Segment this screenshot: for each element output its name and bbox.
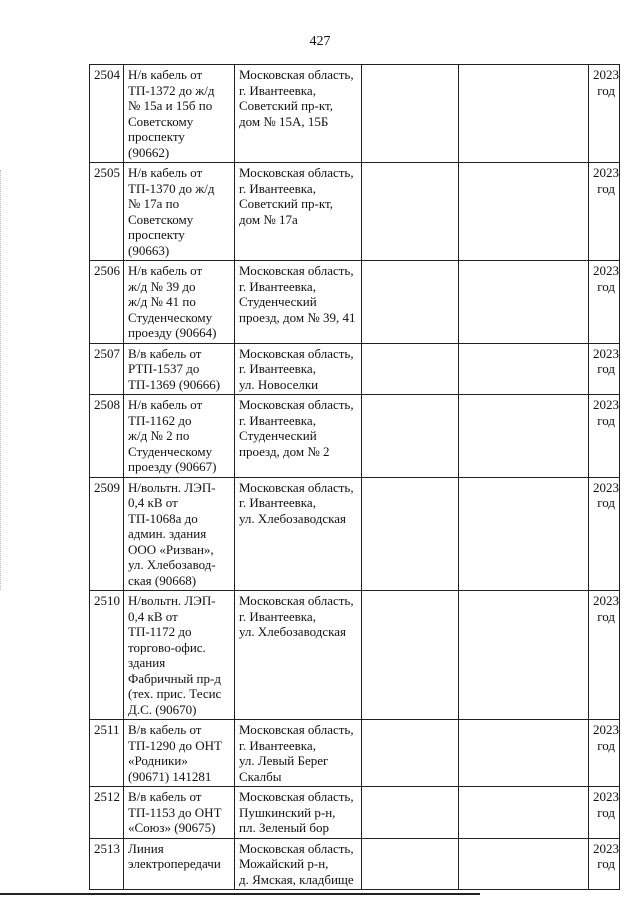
object-name-line: «Родники» [128,753,188,768]
object-name-cell [124,343,235,395]
year-line: год [597,804,615,820]
object-name-line: Студенческому [128,309,213,325]
year-line: год [597,361,615,376]
address-line: г. Ивантеевка, [239,608,316,624]
table-row [90,838,620,890]
object-name-line: проспекту [128,129,185,144]
year-line: 2023 [593,479,619,495]
object-name-line: проезду (90667) [128,459,217,474]
year-line: 2023 [593,789,619,804]
row-number-cell [90,838,124,890]
year-line: год [597,180,615,196]
empty-cell [459,163,589,261]
row-number-cell [90,395,124,478]
table-row [90,477,620,591]
address-line: ул. Хлебозаводская [239,624,347,639]
address-cell [235,343,362,395]
empty-cell [459,65,589,163]
object-name-line: ТП-1370 до ж/д [128,180,215,196]
address-line: Московская область, [239,397,354,412]
object-name-line: ТП-1369 (90666) [128,376,221,392]
year-line: год [597,737,615,753]
object-name-cell [124,163,235,261]
object-name-line: ТП-1172 до [128,624,192,639]
empty-cell [459,838,589,890]
object-name-line: Н/в кабель от [128,263,203,278]
table-row [90,591,620,720]
object-name-line: РТП-1537 до [128,361,200,376]
object-name-line: В/в кабель от [128,345,202,361]
row-number-cell [90,477,124,591]
year-cell [589,163,620,261]
year-cell [589,720,620,787]
object-name-line: проезду (90664) [128,325,217,340]
object-name-line: ТП-1372 до ж/д [128,82,215,98]
row-number-cell [90,163,124,261]
year-cell [589,395,620,478]
address-line: Московская область, [239,593,354,608]
address-cell [235,65,362,163]
empty-cell [362,591,459,720]
address-cell [235,395,362,478]
object-name-line: ж/д № 2 по [128,428,190,443]
row-number-cell [90,787,124,839]
object-name-line: ж/д № 41 по [128,294,196,309]
object-name-line: № 17а по [128,196,180,211]
row-number: 2510 [94,593,120,608]
empty-cell [362,720,459,787]
address-line: д. Ямская, кладбище [239,871,354,887]
empty-cell [362,261,459,344]
empty-cell [459,787,589,839]
address-line: Можайский р-н, [239,856,329,871]
empty-cell [362,477,459,591]
row-number: 2511 [94,722,120,737]
address-cell [235,477,362,591]
address-line: Студенческий [239,294,317,309]
object-name-line: 0,4 кВ от [128,495,178,510]
row-number-cell [90,591,124,720]
bottom-rule [0,893,480,895]
empty-cell [362,787,459,839]
address-line: Московская область, [239,722,354,737]
address-cell [235,163,362,261]
row-number: 2505 [94,165,120,180]
registry-table [89,64,620,890]
object-name-line: 0,4 кВ от [128,608,178,624]
year-cell [589,591,620,720]
object-name-cell [124,65,235,163]
year-cell [589,477,620,591]
address-cell [235,261,362,344]
year-line: год [597,856,615,871]
address-line: Московская область, [239,840,354,856]
year-line: год [597,608,615,624]
address-cell [235,838,362,890]
table-row [90,163,620,261]
row-number: 2509 [94,479,120,495]
address-line: г. Ивантеевка, [239,737,316,753]
object-name-line: ТП-1290 до ОНТ [128,737,222,753]
address-line: дом № 15А, 15Б [239,113,329,129]
object-name-line: ТП-1153 до ОНТ [128,804,222,820]
address-line: дом № 17а [239,211,298,227]
address-line: Пушкинский р-н, [239,804,336,820]
object-name-line: ООО «Ризван», [128,541,214,557]
address-line: г. Ивантеевка, [239,412,316,428]
address-line: ул. Левый Берег [239,753,329,768]
object-name-line: ж/д № 39 до [128,278,196,294]
object-name-line: ТП-1068а до [128,510,198,526]
year-line: 2023 [593,165,619,180]
row-number-cell [90,720,124,787]
object-name-line: «Союз» (90675) [128,820,216,835]
year-line: 2023 [593,722,619,737]
object-name-cell [124,787,235,839]
object-name-line: электропередачи [128,856,221,871]
address-cell [235,591,362,720]
empty-cell [459,591,589,720]
address-cell [235,787,362,839]
year-line: 2023 [593,67,619,82]
year-cell [589,65,620,163]
object-name-line: админ. здания [128,526,207,541]
address-line: проезд, дом № 39, 41 [239,309,356,325]
address-line: Московская область, [239,165,354,180]
address-line: Московская область, [239,345,354,361]
object-name-line: Советскому [128,211,194,227]
object-name-line: Н/в кабель от [128,397,203,412]
address-line: Московская область, [239,789,354,804]
object-name-line: здания [128,655,166,670]
address-line: г. Ивантеевка, [239,82,316,98]
empty-cell [362,395,459,478]
empty-cell [459,395,589,478]
year-cell [589,838,620,890]
object-name-line: торгово-офис. [128,639,206,655]
row-number: 2513 [94,840,120,856]
row-number-cell [90,343,124,395]
object-name-line: № 15а и 15б по [128,98,213,113]
year-line: 2023 [593,345,619,361]
address-line: г. Ивантеевка, [239,180,316,196]
year-cell [589,787,620,839]
page-number: 427 [309,34,331,49]
table-row [90,395,620,478]
empty-cell [459,720,589,787]
address-line: ул. Новоселки [239,376,319,392]
object-name-cell [124,477,235,591]
year-cell [589,343,620,395]
empty-cell [362,343,459,395]
row-number: 2504 [94,67,120,82]
empty-cell [459,477,589,591]
address-line: г. Ивантеевка, [239,495,316,510]
empty-cell [459,343,589,395]
registry-table-body [90,65,620,890]
object-name-line: (90663) [128,242,170,258]
object-name-cell [124,261,235,344]
address-line: ул. Хлебозаводская [239,510,347,526]
table-row [90,720,620,787]
address-line: Московская область, [239,67,354,82]
row-number-cell [90,65,124,163]
address-line: Скалбы [239,768,282,784]
object-name-cell [124,720,235,787]
object-name-cell [124,395,235,478]
object-name-line: ская (90668) [128,572,197,588]
row-number-cell [90,261,124,344]
object-name-line: ТП-1162 до [128,412,192,428]
address-line: проезд, дом № 2 [239,443,330,459]
object-name-line: (тех. прис. Тесис [128,686,222,701]
empty-cell [459,261,589,344]
object-name-line: Н/вольтн. ЛЭП- [128,479,216,495]
empty-cell [362,163,459,261]
object-name-line: проспекту [128,227,185,242]
address-line: Советский пр-кт, [239,196,333,211]
address-cell [235,720,362,787]
table-row [90,65,620,163]
scan-edge [0,170,2,590]
object-name-line: В/в кабель от [128,789,202,804]
year-line: год [597,495,615,510]
year-line: 2023 [593,263,619,278]
address-line: г. Ивантеевка, [239,361,316,376]
address-line: Московская область, [239,263,354,278]
table-row [90,787,620,839]
object-name-line: В/в кабель от [128,722,202,737]
year-line: год [597,82,615,98]
object-name-line: (90662) [128,144,170,160]
row-number: 2507 [94,345,120,361]
address-line: Студенческий [239,428,317,443]
table-row [90,261,620,344]
address-line: Советский пр-кт, [239,98,333,113]
year-line: 2023 [593,397,619,412]
year-line: 2023 [593,593,619,608]
object-name-line: Студенческому [128,443,213,459]
address-line: пл. Зеленый бор [239,820,329,835]
object-name-line: ул. Хлебозавод- [128,557,216,572]
table-row [90,343,620,395]
address-line: г. Ивантеевка, [239,278,316,294]
object-name-line: Линия [128,840,164,856]
object-name-line: Фабричный пр-д [128,670,221,686]
row-number: 2506 [94,263,120,278]
object-name-line: Н/в кабель от [128,165,203,180]
year-line: год [597,412,615,428]
object-name-line: Н/вольтн. ЛЭП- [128,593,216,608]
object-name-cell [124,591,235,720]
empty-cell [362,65,459,163]
object-name-line: Советскому [128,113,194,129]
object-name-line: Н/в кабель от [128,67,203,82]
address-line: Московская область, [239,479,354,495]
year-line: год [597,278,615,294]
year-cell [589,261,620,344]
row-number: 2512 [94,789,120,804]
empty-cell [362,838,459,890]
row-number: 2508 [94,397,120,412]
object-name-cell [124,838,235,890]
object-name-line: (90671) 141281 [128,768,212,784]
year-line: 2023 [593,840,619,856]
object-name-line: Д.С. (90670) [128,701,197,717]
